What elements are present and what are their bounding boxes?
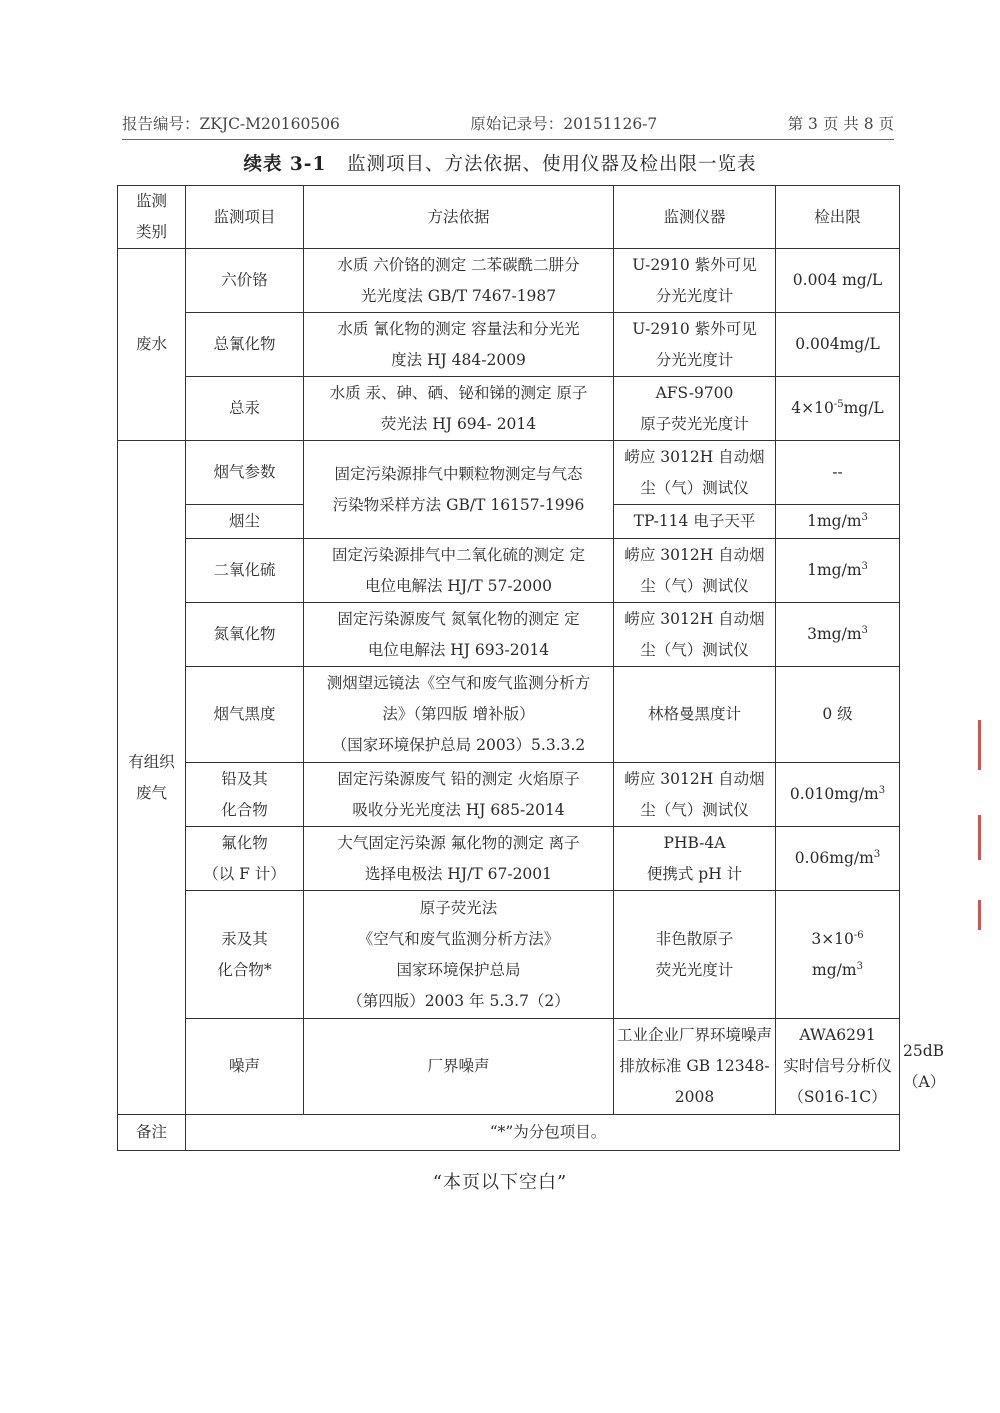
header-limit: 检出限 bbox=[776, 186, 900, 249]
method-cell: 水质 汞、砷、硒、铋和锑的测定 原子 荧光法 HJ 694- 2014 bbox=[304, 377, 614, 441]
table-row bbox=[118, 667, 900, 763]
limit-cell: 0 级 bbox=[776, 667, 900, 763]
binding-mark bbox=[978, 720, 981, 770]
limit-cell: $3mg/m^3$ bbox=[776, 603, 900, 667]
item-cell: 总氰化物 bbox=[186, 313, 304, 377]
item-cell: 铅及其 化合物 bbox=[186, 763, 304, 827]
table-row bbox=[118, 313, 900, 377]
item-cell: 厂界噪声 bbox=[304, 1019, 614, 1115]
header-row bbox=[118, 186, 900, 249]
remark-text: “*”为分包项目。 bbox=[186, 1115, 900, 1151]
limit-cell: $1mg/m^3$ bbox=[776, 505, 900, 539]
method-cell: 水质 氰化物的测定 容量法和分光光 度法 HJ 484-2009 bbox=[304, 313, 614, 377]
header-category: 监测 类别 bbox=[118, 186, 186, 249]
binding-mark bbox=[978, 900, 981, 930]
header-method: 方法依据 bbox=[304, 186, 614, 249]
table-title bbox=[0, 150, 1000, 176]
instrument-cell: U-2910 紫外可见 分光光度计 bbox=[614, 313, 776, 377]
instrument-cell: 崂应 3012H 自动烟 尘（气）测试仪 bbox=[614, 539, 776, 603]
instrument-cell: 崂应 3012H 自动烟 尘（气）测试仪 bbox=[614, 763, 776, 827]
page-number: 第 3 页 共 8 页 bbox=[787, 115, 894, 133]
remark-row bbox=[118, 1115, 900, 1151]
method-cell: 固定污染源废气 铅的测定 火焰原子 吸收分光光度法 HJ 685-2014 bbox=[304, 763, 614, 827]
blank-below-note: “本页以下空白” bbox=[432, 1172, 568, 1193]
item-cell: 烟气参数 bbox=[186, 441, 304, 505]
limit-cell: $4\times 10^{-5}mg/L$ bbox=[776, 377, 900, 441]
page-header bbox=[122, 112, 894, 140]
item-cell: 烟气黑度 bbox=[186, 667, 304, 763]
item-cell: 六价铬 bbox=[186, 249, 304, 313]
method-cell: 固定污染源排气中二氧化硫的测定 定 电位电解法 HJ/T 57-2000 bbox=[304, 539, 614, 603]
item-cell: 总汞 bbox=[186, 377, 304, 441]
instrument-cell: U-2910 紫外可见 分光光度计 bbox=[614, 249, 776, 313]
category-gas: 有组织 废气 bbox=[118, 441, 186, 1115]
header-item: 监测项目 bbox=[186, 186, 304, 249]
item-cell: 烟尘 bbox=[186, 505, 304, 539]
limit-cell: $1mg/m^3$ bbox=[776, 539, 900, 603]
method-cell: 原子荧光法 《空气和废气监测分析方法》 国家环境保护总局 （第四版）2003 年 5.3.7（2） bbox=[304, 891, 614, 1019]
table-title-text: 监测项目、方法依据、使用仪器及检出限一览表 bbox=[347, 154, 757, 175]
instrument-cell: AWA6291 实时信号分析仪 （S016-1C） bbox=[776, 1019, 900, 1115]
method-cell: 测烟望远镜法《空气和废气监测分析方 法》（第四版 增补版） （国家环境保护总局 2003）5.3.3.2 bbox=[304, 667, 614, 763]
record-number: 原始记录号：20151126-7 bbox=[470, 115, 658, 133]
item-cell: 汞及其 化合物* bbox=[186, 891, 304, 1019]
method-cell: 固定污染源排气中颗粒物测定与气态 污染物采样方法 GB/T 16157-1996 bbox=[304, 441, 614, 539]
header-instrument: 监测仪器 bbox=[614, 186, 776, 249]
method-cell: 工业企业厂界环境噪声 排放标准 GB 12348-2008 bbox=[614, 1019, 776, 1115]
table-row bbox=[118, 891, 900, 1019]
remark-label: 备注 bbox=[118, 1115, 186, 1151]
method-cell: 大气固定污染源 氟化物的测定 离子 选择电极法 HJ/T 67-2001 bbox=[304, 827, 614, 891]
instrument-cell: 崂应 3012H 自动烟 尘（气）测试仪 bbox=[614, 441, 776, 505]
category-wastewater: 废水 bbox=[118, 249, 186, 441]
report-number: 报告编号：ZKJC-M20160506 bbox=[122, 115, 340, 133]
binding-mark bbox=[978, 815, 981, 860]
monitoring-table bbox=[117, 185, 946, 1151]
limit-cell: -- bbox=[776, 441, 900, 505]
instrument-cell: TP-114 电子天平 bbox=[614, 505, 776, 539]
item-cell: 氟化物 （以 F 计） bbox=[186, 827, 304, 891]
table-row bbox=[118, 441, 900, 505]
limit-cell: $0.06mg/m^3$ bbox=[776, 827, 900, 891]
limit-cell: $3\times 10^{-6}$ $mg/m^3$ bbox=[776, 891, 900, 1019]
table-row bbox=[118, 377, 900, 441]
instrument-cell: 崂应 3012H 自动烟 尘（气）测试仪 bbox=[614, 603, 776, 667]
table-row bbox=[118, 763, 900, 827]
instrument-cell: 林格曼黑度计 bbox=[614, 667, 776, 763]
method-cell: 固定污染源废气 氮氧化物的测定 定 电位电解法 HJ 693-2014 bbox=[304, 603, 614, 667]
table-row bbox=[118, 827, 900, 891]
category-noise: 噪声 bbox=[186, 1019, 304, 1115]
instrument-cell: 非色散原子 荧光光度计 bbox=[614, 891, 776, 1019]
table-row bbox=[118, 539, 900, 603]
table-row bbox=[118, 603, 900, 667]
limit-cell: $0.010mg/m^3$ bbox=[776, 763, 900, 827]
table-row bbox=[118, 249, 900, 313]
limit-cell: 0.004 mg/L bbox=[776, 249, 900, 313]
table-row: 噪声 厂界噪声 工业企业厂界环境噪声 排放标准 GB 12348-2008 AWA6291 实时信号分析仪 （S016-1C） 25dB（A） bbox=[118, 1019, 900, 1115]
method-cell: 水质 六价铬的测定 二苯碳酰二肼分 光光度法 GB/T 7467-1987 bbox=[304, 249, 614, 313]
instrument-cell: PHB-4A 便携式 pH 计 bbox=[614, 827, 776, 891]
instrument-cell: AFS-9700 原子荧光光度计 bbox=[614, 377, 776, 441]
limit-cell: 0.004mg/L bbox=[776, 313, 900, 377]
item-cell: 氮氧化物 bbox=[186, 603, 304, 667]
table-title-prefix: 续表 3-1 bbox=[243, 154, 327, 175]
item-cell: 二氧化硫 bbox=[186, 539, 304, 603]
